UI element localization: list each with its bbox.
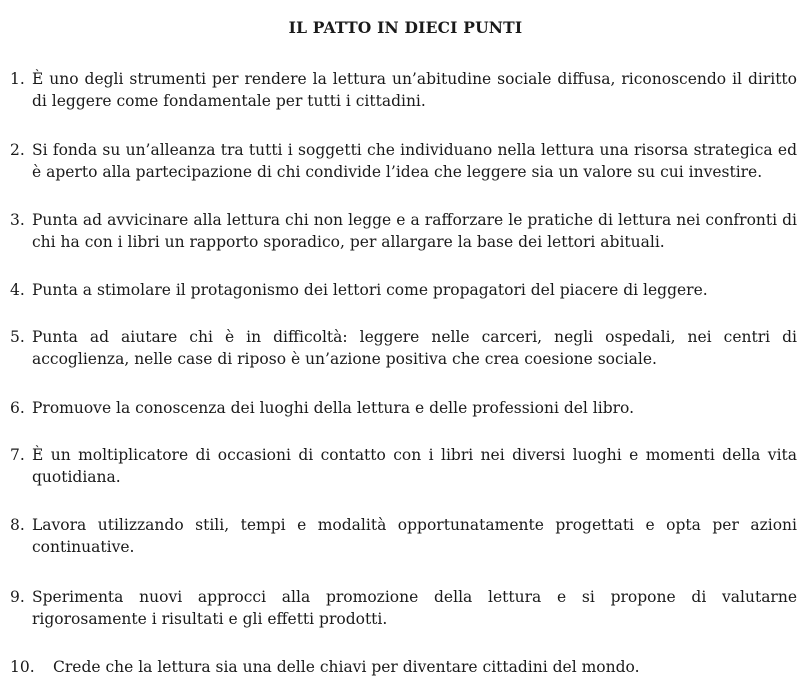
item-number: 5.	[10, 328, 25, 346]
item-text: Punta ad aiutare chi è in difficoltà: leggere nelle carceri, negli ospedali, nei centri di accoglienza, nelle case di riposo è un’azione positiva che crea coesione sociale.	[32, 328, 797, 368]
list-item	[10, 279, 797, 301]
item-number: 6.	[10, 399, 25, 417]
list-item	[10, 444, 797, 488]
item-number: 2.	[10, 141, 25, 159]
item-number: 10.	[10, 658, 35, 676]
document-title: IL PATTO IN DIECI PUNTI	[288, 18, 523, 37]
item-number: 4.	[10, 281, 25, 299]
list-item	[10, 68, 797, 112]
item-number: 3.	[10, 211, 25, 229]
item-text: Lavora utilizzando stili, tempi e modalità opportunatamente progettati e opta per azioni continuative.	[32, 516, 797, 556]
item-text: È un moltiplicatore di occasioni di contatto con i libri nei diversi luoghi e momenti della vita quotidiana.	[32, 446, 797, 486]
item-number: 1.	[10, 70, 25, 88]
list-item	[10, 397, 797, 419]
item-text: Promuove la conoscenza dei luoghi della lettura e delle professioni del libro.	[32, 399, 635, 417]
item-text: Si fonda su un’alleanza tra tutti i soggetti che individuano nella lettura una risorsa strategica ed è aperto alla partecipazione di chi condivide l’idea che leggere sia un valore su cui investire.	[32, 141, 797, 181]
list-item	[10, 514, 797, 558]
list-item	[10, 586, 797, 630]
item-number: 9.	[10, 588, 25, 606]
item-number: 7.	[10, 446, 25, 464]
item-text: È uno degli strumenti per rendere la lettura un’abitudine sociale diffusa, riconoscendo il diritto di leggere come fondamentale per tutti i cittadini.	[32, 70, 797, 110]
list-item	[10, 209, 797, 253]
list-item	[10, 139, 797, 183]
list-item	[10, 656, 797, 678]
list-item	[10, 326, 797, 370]
item-text: Punta ad avvicinare alla lettura chi non legge e a rafforzare le pratiche di lettura nei confronti di chi ha con i libri un rapporto sporadico, per allargare la base dei lettori abituali.	[32, 211, 797, 251]
item-text: Crede che la lettura sia una delle chiavi per diventare cittadini del mondo.	[53, 658, 640, 676]
item-text: Punta a stimolare il protagonismo dei lettori come propagatori del piacere di leggere.	[32, 281, 708, 299]
item-number: 8.	[10, 516, 25, 534]
item-text: Sperimenta nuovi approcci alla promozione della lettura e si propone di valutarne rigorosamente i risultati e gli effetti prodotti.	[32, 588, 797, 628]
